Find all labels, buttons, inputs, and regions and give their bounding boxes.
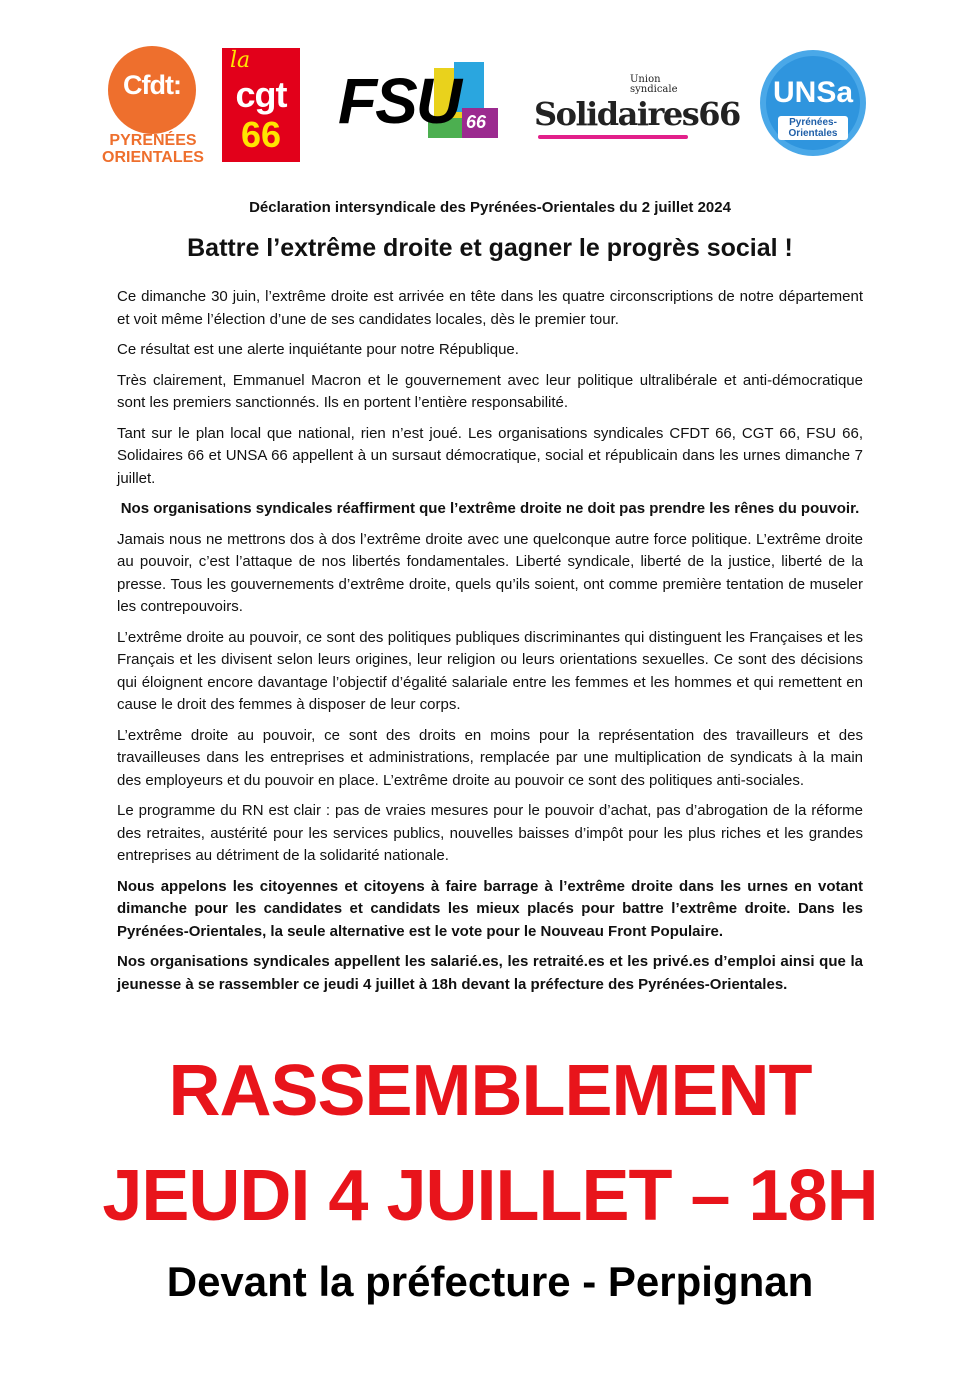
paragraph: Le programme du RN est clair : pas de vraies mesures pour le pouvoir d’achat, pas d’abrogation de la réforme des retraites, austérité pour les services publics, nouvelles baisses d’impôt pour les plus riches et les grandes entreprises au détriment de la solidarité nationale. xyxy=(117,802,863,864)
page-title: Battre l’extrême droite et gagner le progrès social ! xyxy=(187,234,793,262)
paragraph: Jamais nous ne mettrons dos à dos l’extrême droite avec une quelconque autre force politique. L’extrême droite au pouvoir, c’est l’attaque de nos libertés fondamentales. Liberté syndicale, liberté de la justice, liberté de la presse. Tous les gouvernements d’extrême droite, quels qu’ils soient, ont comme première tentation de museler les contrepouvoirs. xyxy=(117,530,863,615)
unsa-sub: Pyrénées-Orientales xyxy=(778,116,848,140)
paragraph: Ce dimanche 30 juin, l’extrême droite est arrivée en tête dans les quatre circonscriptions de notre département et voit même l’élection d’une de ses candidates locales, dès le premier tour. xyxy=(117,288,863,328)
cgt-name: cgt xyxy=(235,74,287,115)
cgt-la: la xyxy=(230,48,251,73)
fsu-logo xyxy=(338,60,503,145)
rally-heading: RASSEMBLEMENT xyxy=(168,1051,812,1131)
solidaires-name: Solidaires66 xyxy=(534,95,740,133)
paragraph: Très clairement, Emmanuel Macron et le gouvernement avec leur politique ultralibérale et anti-démocratique sont les premiers sanctionnés. Ils en portent l’entière responsabilité. xyxy=(117,371,863,411)
solidaires-underline-icon xyxy=(538,135,688,139)
paragraph-emphasis: Nos organisations syndicales réaffirment que l’extrême droite ne doit pas prendre les rênes du pouvoir. xyxy=(120,500,860,517)
unsa-logo xyxy=(760,50,866,156)
cfdt-line2: ORIENTALES xyxy=(102,149,204,166)
paragraph: Ce résultat est une alerte inquiétante pour notre République. xyxy=(117,341,519,358)
rally-place: Devant la préfecture - Perpignan xyxy=(166,1258,814,1305)
fsu-name: FSU xyxy=(338,65,460,137)
paragraph: Tant sur le plan local que national, rien n’est joué. Les organisations syndicales CFDT 66, CGT 66, FSU 66, Solidaires 66 et UNSA 66 appellent à un sursaut démocratique, social et républicain dans les urnes dimanche 7 juillet. xyxy=(117,424,863,487)
paragraph: L’extrême droite au pouvoir, ce sont des droits en moins pour la représentation des travailleurs et des travailleuses dans les entreprises et administrations, remplacée par une multiplication de syndicats à la main des employeurs et du pouvoir en place. L’extrême droite au pouvoir ce sont des politiques anti-sociales. xyxy=(117,726,863,789)
cfdt-name: Cfdt: xyxy=(123,70,181,100)
cfdt-logo xyxy=(98,46,208,166)
cfdt-line1: PYRÉNÉES xyxy=(109,132,197,149)
paragraph-call-to-vote: Nous appelons les citoyennes et citoyens à faire barrage à l’extrême droite dans les urnes en votant dimanche pour les candidates et candidats les mieux placés pour battre l’extrême droite. Dans les Pyrénées-Orientales, la seule alternative est le vote pour le Nouveau Front Populaire. xyxy=(117,877,863,940)
declaration-body xyxy=(117,286,863,1004)
paragraph: L’extrême droite au pouvoir, ce sont des politiques publiques discriminantes qui distinguent les Françaises et les Français et les divisent selon leurs origines, leur religion ou leurs orientations sexuelles. Ce sont des décisions qui éloignent encore davantage l’objectif d’égalité salariale entre les femmes et les hommes et qui remettent en cause le droit des femmes à disposer de leur corps. xyxy=(117,628,863,713)
fsu-number: 66 xyxy=(466,112,487,132)
cgt-logo xyxy=(222,48,300,162)
paragraph-call-to-rally: Nos organisations syndicales appellent les salarié.es, les retraité.es et les privé.es d’emploi ainsi que la jeunesse à se rassembler ce jeudi 4 juillet à 18h devant la préfecture des Pyrénées-Orientales. xyxy=(117,953,863,993)
solidaires-union: Union syndicale xyxy=(630,74,678,95)
cgt-number: 66 xyxy=(240,114,282,155)
solidaires-logo xyxy=(530,74,740,150)
declaration-heading: Déclaration intersyndicale des Pyrénées-Orientales du 2 juillet 2024 xyxy=(249,199,731,216)
unsa-name: UNSa xyxy=(772,76,854,109)
union-logos xyxy=(0,40,980,175)
rally-date: JEUDI 4 JUILLET – 18H xyxy=(102,1156,878,1236)
